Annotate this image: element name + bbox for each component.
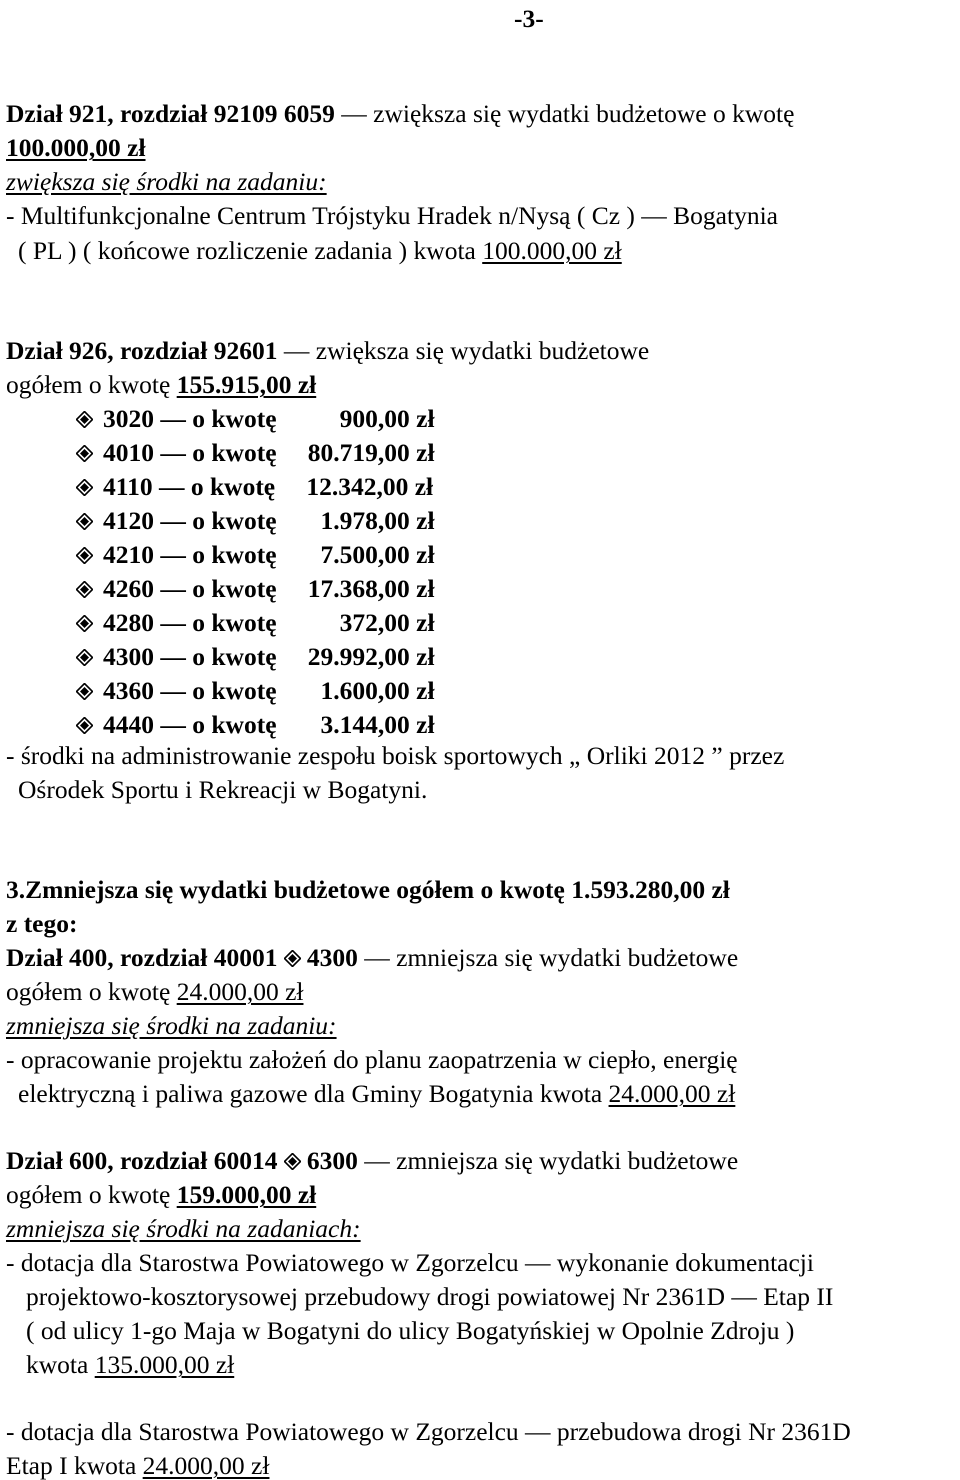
section-921-heading-rest: — zwiększa się wydatki budżetowe o kwotę [334,99,795,128]
expense-item-label: — o kwotę [154,574,277,603]
section-921-task-amount: 100.000,00 zł [482,236,622,265]
section-600-task-heading: zmniejsza się środki na zadaniach: [6,1214,361,1243]
section-600-task-b-amount: 24.000,00 zł [142,1451,270,1480]
diamond-bullet-icon [284,950,301,967]
diamond-bullet-icon [76,479,93,496]
decrease-ztego: z tego: [6,909,78,938]
expense-item [76,542,435,568]
section-921-task-line2 [18,238,622,264]
expense-item [76,610,435,636]
section-400-task-line2 [18,1081,735,1107]
section-926-heading-rest: — zwiększa się wydatki budżetowe [277,336,650,365]
expense-item-code: 4280 [103,608,154,637]
expense-item [76,406,435,432]
expense-item-code: 4260 [103,574,154,603]
section-926-total-amount: 155.915,00 zł [176,370,317,399]
expense-item-code: 4360 [103,676,154,705]
expense-item-code: 4120 [103,506,154,535]
expense-item [76,474,433,500]
expense-item [76,440,435,466]
expense-item-amount: 1.600,00 zł [320,676,435,705]
section-921-task-line1: - Multifunkcjonalne Centrum Trójstyku Hradek n/Nysą ( Cz ) — Bogatynia [6,201,778,230]
diamond-bullet-icon [76,649,93,666]
expense-item-label: — o kwotę [154,404,277,433]
expense-item-code: 4300 [103,642,154,671]
expense-item-label: — o kwotę [154,608,277,637]
section-921-task-heading: zwiększa się środki na zadaniu: [6,167,327,196]
diamond-bullet-icon [76,683,93,700]
expense-item [76,712,435,738]
diamond-bullet-icon [284,1153,301,1170]
expense-item-amount: 1.978,00 zł [320,506,435,535]
decrease-heading: 3.Zmniejsza się wydatki budżetowe ogółem o kwotę 1.593.280,00 zł [6,875,730,904]
diamond-bullet-icon [76,547,93,564]
expense-item-amount: 3.144,00 zł [320,710,435,739]
section-600-task-a-label: kwota [26,1350,95,1379]
expense-item-label: — o kwotę [154,540,277,569]
section-600-total-amount: 159.000,00 zł [176,1180,317,1209]
expense-item-code: 4110 [103,472,153,501]
section-926-total-label: ogółem o kwotę [6,370,177,399]
expense-item-label: — o kwotę [154,438,277,467]
section-600-task-a-line1: - dotacja dla Starostwa Powiatowego w Zgorzelcu — wykonanie dokumentacji [6,1248,814,1277]
expense-item-code: 3020 [103,404,154,433]
section-400-task-line1: - opracowanie projektu założeń do planu zaopatrzenia w ciepło, energię [6,1045,738,1074]
expense-item-amount: 372,00 zł [339,608,435,637]
section-400-heading-rest: — zmniejsza się wydatki budżetowe [357,943,739,972]
expense-item-code: 4440 [103,710,154,739]
expense-item-code: 4210 [103,540,154,569]
section-600-code: 6300 [306,1146,358,1175]
diamond-bullet-icon [76,581,93,598]
section-926-line1 [6,338,649,364]
section-926-line2 [6,372,316,398]
diamond-bullet-icon [76,615,93,632]
section-600-task-a-line4 [26,1352,234,1378]
expense-item [76,508,435,534]
section-400-diamond-code [278,943,358,972]
expense-item-code: 4010 [103,438,154,467]
section-600-line2 [6,1182,316,1208]
expense-item-label: — o kwotę [154,506,277,535]
section-921-heading: Dział 921, rozdział 92109 6059 [6,99,335,128]
section-400-code: 4300 [306,943,358,972]
section-400-task-text: elektryczną i paliwa gazowe dla Gminy Bogatynia kwota [18,1079,609,1108]
expense-item [76,644,435,670]
section-921-amount: 100.000,00 zł [6,133,146,162]
expense-item [76,576,435,602]
section-400-heading: Dział 400, rozdział 40001 [6,943,278,972]
expense-item-label: — o kwotę [154,710,277,739]
expense-item-amount: 17.368,00 zł [307,574,435,603]
section-600-task-b-line2 [6,1453,269,1479]
section-921-task-text: ( PL ) ( końcowe rozliczenie zadania ) kwota [18,236,483,265]
section-600-heading: Dział 600, rozdział 60014 [6,1146,278,1175]
expense-item-amount: 80.719,00 zł [307,438,435,467]
section-926-note-line2: Ośrodek Sportu i Rekreacji w Bogatyni. [18,775,428,804]
diamond-bullet-icon [76,411,93,428]
expense-item-amount: 29.992,00 zł [307,642,435,671]
section-600-diamond-code [278,1146,358,1175]
section-400-total-label: ogółem o kwotę [6,977,177,1006]
section-600-line1 [6,1148,738,1174]
section-400-line1 [6,945,738,971]
section-400-total-amount: 24.000,00 zł [176,977,304,1006]
section-600-task-b-label: Etap I kwota [6,1451,143,1480]
section-600-task-a-amount: 135.000,00 zł [94,1350,235,1379]
section-926-note-line1: - środki na administrowanie zespołu boisk sportowych „ Orliki 2012 ” przez [6,741,785,770]
diamond-bullet-icon [76,513,93,530]
expense-item-label: — o kwotę [152,472,276,501]
expense-item-amount: 7.500,00 zł [320,540,435,569]
diamond-bullet-icon [76,717,93,734]
section-600-task-a-line3: ( od ulicy 1-go Maja w Bogatyni do ulicy Bogatyńskiej w Opolnie Zdroju ) [26,1316,795,1345]
expense-item-amount: 900,00 zł [339,404,435,433]
section-921-line1 [6,101,794,127]
section-600-heading-rest: — zmniejsza się wydatki budżetowe [357,1146,739,1175]
expense-item-label: — o kwotę [154,642,277,671]
section-600-total-label: ogółem o kwotę [6,1180,177,1209]
section-400-line2 [6,979,303,1005]
expense-item-label: — o kwotę [154,676,277,705]
section-400-task-amount: 24.000,00 zł [608,1079,736,1108]
section-926-heading: Dział 926, rozdział 92601 [6,336,278,365]
expense-item-amount: 12.342,00 zł [306,472,434,501]
diamond-bullet-icon [76,445,93,462]
page-number: -3- [514,4,544,33]
section-400-task-heading: zmniejsza się środki na zadaniu: [6,1011,337,1040]
section-600-task-a-line2: projektowo-kosztorysowej przebudowy drogi powiatowej Nr 2361D — Etap II [26,1282,834,1311]
expense-item [76,678,435,704]
section-600-task-b-line1: - dotacja dla Starostwa Powiatowego w Zgorzelcu — przebudowa drogi Nr 2361D [6,1417,851,1446]
